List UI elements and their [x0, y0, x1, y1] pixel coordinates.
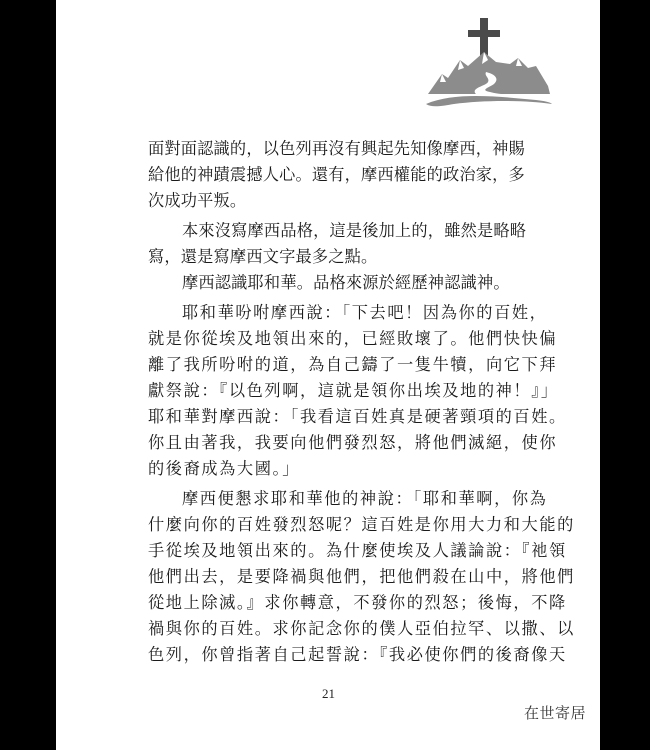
quote-line: 的後裔成為大國。」 [148, 459, 300, 478]
text-line: 次成功平叛。 [148, 191, 247, 210]
text-line: 給他的神蹟震撼人心。還有，摩西權能的政治家，多 [148, 165, 525, 184]
body-text [148, 136, 575, 668]
book-page [56, 0, 600, 750]
text-line: 寫，還是寫摩西文字最多之點。 [148, 247, 378, 266]
quote-line: 離了我所吩咐的道，為自己鑄了一隻牛犢，向它下拜 [148, 355, 558, 374]
text-line: 本來沒寫摩西品格，這是後加上的，雖然是略略 [182, 221, 527, 240]
quote-line: 禍與你的百姓。求你記念你的僕人亞伯拉罕、以撒、以 [148, 619, 575, 638]
quote-line: 獻祭說：『以色列啊，這就是領你出埃及地的神！』」 [148, 381, 559, 400]
quote-line: 色列，你曾指著自己起誓說：『我必使你們的後裔像天 [148, 645, 567, 664]
quote-line: 摩西便懇求耶和華他的神說：「耶和華啊，你為 [182, 489, 548, 508]
text-line: 摩西認識耶和華。品格來源於經歷神認識神。 [182, 273, 510, 292]
quote-line: 手從埃及地領出來的。為什麼使埃及人議論說：『祂領 [148, 541, 567, 560]
text-line: 面對面認識的，以色列再沒有興起先知像摩西，神賜 [148, 139, 525, 158]
quote-line: 耶和華吩咐摩西說：「下去吧！因為你的百姓， [182, 303, 548, 322]
quote-line: 就是你從埃及地領出來的，已經敗壞了。他們快快偏 [148, 329, 558, 348]
quote-line: 你且由著我，我要向他們發烈怒，將他們滅絕，使你 [148, 433, 558, 452]
book-title: 在世寄居 [524, 704, 587, 722]
quote-line: 他們出去，是要降禍與他們，把他們殺在山中，將他們 [148, 567, 575, 586]
quote-line: 從地上除滅。』求你轉意，不發你的烈怒；後悔，不降 [148, 593, 567, 612]
quote-line: 耶和華對摩西說：「我看這百姓真是硬著頸項的百姓。 [148, 407, 567, 426]
page-number: 21 [322, 686, 335, 701]
cross-on-mountain-icon [424, 16, 554, 112]
quote-line: 什麼向你的百姓發烈怒呢？這百姓是你用大力和大能的 [148, 515, 575, 534]
